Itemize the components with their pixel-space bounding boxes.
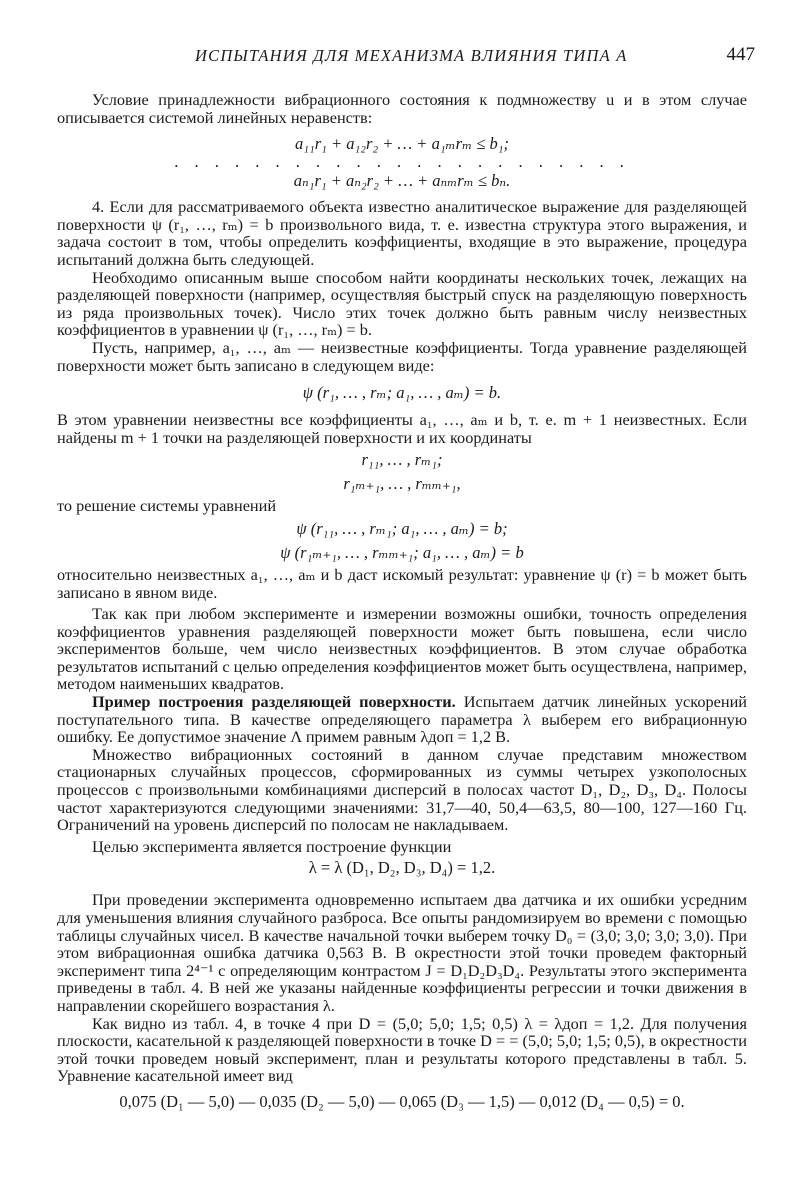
- page-body: [57, 91, 747, 1115]
- paragraph: В этом уравнении неизвестны все коэффициенты a₁, …, aₘ и b, т. е. m + 1 неизвестных. Если найдены m + 1 точки на разделяющей поверхности и их координаты: [57, 410, 747, 447]
- example-text: Испытаем датчик линейных ускорений поступательного типа. В качестве определяющего параметра λ выберем его вибрационную ошибку. Ее допустимое значение Λ примем равным λдоп = 1,2 В.: [57, 692, 747, 747]
- inequality-first: a₁₁r₁ + a₁₂r₂ + … + a₁ₘrₘ ≤ b₁;: [294, 134, 510, 154]
- example-heading: Пример построения разделяющей поверхности.: [92, 692, 456, 712]
- system-equation-last: ψ (r₁ₘ₊₁, … , rₘₘ₊₁; a₁, … , aₘ) = b: [280, 542, 524, 562]
- paragraph: Условие принадлежности вибрационного состояния к подмножеству u и в этом случае описывается системой линейных неравенств:: [57, 90, 747, 127]
- paragraph: Множество вибрационных состояний в данном случае представим множеством стационарных случайных процессов, сформированных из суммы четырех узкополосных процессов с произвольными комбинациями дисперсий в полосах частот D₁, D₂, D₃, D₄. Полосы частот характеризуются следующими значениями: 31,7—40, 50,4—63,5, 80—100, 127—160 Гц. Ограничений на уровень дисперсий по полосам не накладываем.: [57, 744, 747, 835]
- header-title: ИСПЫТАНИЯ ДЛЯ МЕХАНИЗМА ВЛИЯНИЯ ТИПА А: [195, 46, 628, 65]
- page-number: 447: [726, 44, 755, 65]
- paragraph: Пусть, например, a₁, …, aₘ — неизвестные коэффициенты. Тогда уравнение разделяющей поверхности может быть записано в следующем виде:: [57, 337, 747, 375]
- system-equation-first: ψ (r₁₁, … , rₘ₁; a₁, … , aₘ) = b;: [296, 518, 508, 538]
- inequality-last: aₙ₁r₁ + aₙ₂r₂ + … + aₙₘrₘ ≤ bₙ.: [293, 171, 511, 191]
- running-header: [195, 46, 755, 74]
- paragraph: 4. Если для рассматриваемого объекта известно аналитическое выражение для разделяющей поверхности ψ (r₁, …, rₘ) = b произвольного вида, т. е. известна структура этого выражения, и задача состоит в том, чтобы определить коэффициенты, входящие в это выражение, процедура испытаний должна быть следующей.: [57, 197, 747, 269]
- paragraph: [57, 693, 747, 746]
- paragraph: При проведении эксперимента одновременно испытаем два датчика и их ошибки усредним для уменьшения влияния случайного разброса. Все опыты рандомизируем во времени с помощью таблицы случайных чисел. В качестве начальной точки выберем точку D₀ = (3,0; 3,0; 3,0; 3,0). При этом вибрационная ошибка датчика 0,563 В. В окрестности этой точки проведем факторный эксперимент типа 2⁴⁻¹ с определяющим контрастом J = D₁D₂D₃D₄. Результаты этого эксперимента приведены в табл. 4. В ней же указаны найденные коэффициенты регрессии и точки движения в направлении скорейшего возрастания λ.: [57, 890, 747, 1015]
- paragraph: то решение системы уравнений: [57, 496, 277, 516]
- equation-surface: ψ (r₁, … , rₘ; a₁, … , aₘ) = b.: [302, 383, 502, 403]
- paragraph: Так как при любом эксперименте и измерении возможны ошибки, точность определения коэффициентов уравнения разделяющей поверхности может быть повышена, если число экспериментов больше, чем число неизвестных коэффициентов. В этом случае обработка результатов испытаний с целью определения коэффициентов может быть осуществлена, например, методом наименьших квадратов.: [57, 604, 747, 694]
- paragraph: относительно неизвестных a₁, …, aₘ и b даст искомый результат: уравнение ψ (r) = b может быть записано в явном виде.: [57, 564, 747, 602]
- paragraph: Целью эксперимента является построение функции: [92, 836, 452, 856]
- equation-lambda: λ = λ (D₁, D₂, D₃, D₄) = 1,2.: [308, 858, 496, 878]
- paragraph: Необходимо описанным выше способом найти координаты нескольких точек, лежащих на разделяющей поверхности (например, осуществляя быстрый спуск на разделяющую поверхность из ряда произвольных точек). Число этих точек должно быть равным числу неизвестных коэффициентов в уравнении ψ (r₁, …, rₘ) = b.: [57, 267, 747, 340]
- coordinates-first: r₁₁, … , rₘ₁;: [361, 450, 443, 470]
- coordinates-last: r₁ₘ₊₁, … , rₘₘ₊₁,: [343, 474, 461, 494]
- paragraph: Как видно из табл. 4, в точке 4 при D = (5,0; 5,0; 1,5; 0,5) λ = λдоп = 1,2. Для получения плоскости, касательной к разделяющей поверхности в точке D = = (5,0; 5,0; 1,5; 0,5), в окрестности этой точки проведем новый эксперимент, план и результаты которого представлены в табл. 5. Уравнение касательной имеет вид: [57, 1013, 747, 1086]
- inequality-ellipsis: . . . . . . . . . . . . . . . . . . . . . . .: [174, 152, 630, 172]
- equation-tangent: 0,075 (D₁ — 5,0) — 0,035 (D₂ — 5,0) — 0,065 (D₃ — 1,5) — 0,012 (D₄ — 0,5) = 0.: [119, 1091, 685, 1111]
